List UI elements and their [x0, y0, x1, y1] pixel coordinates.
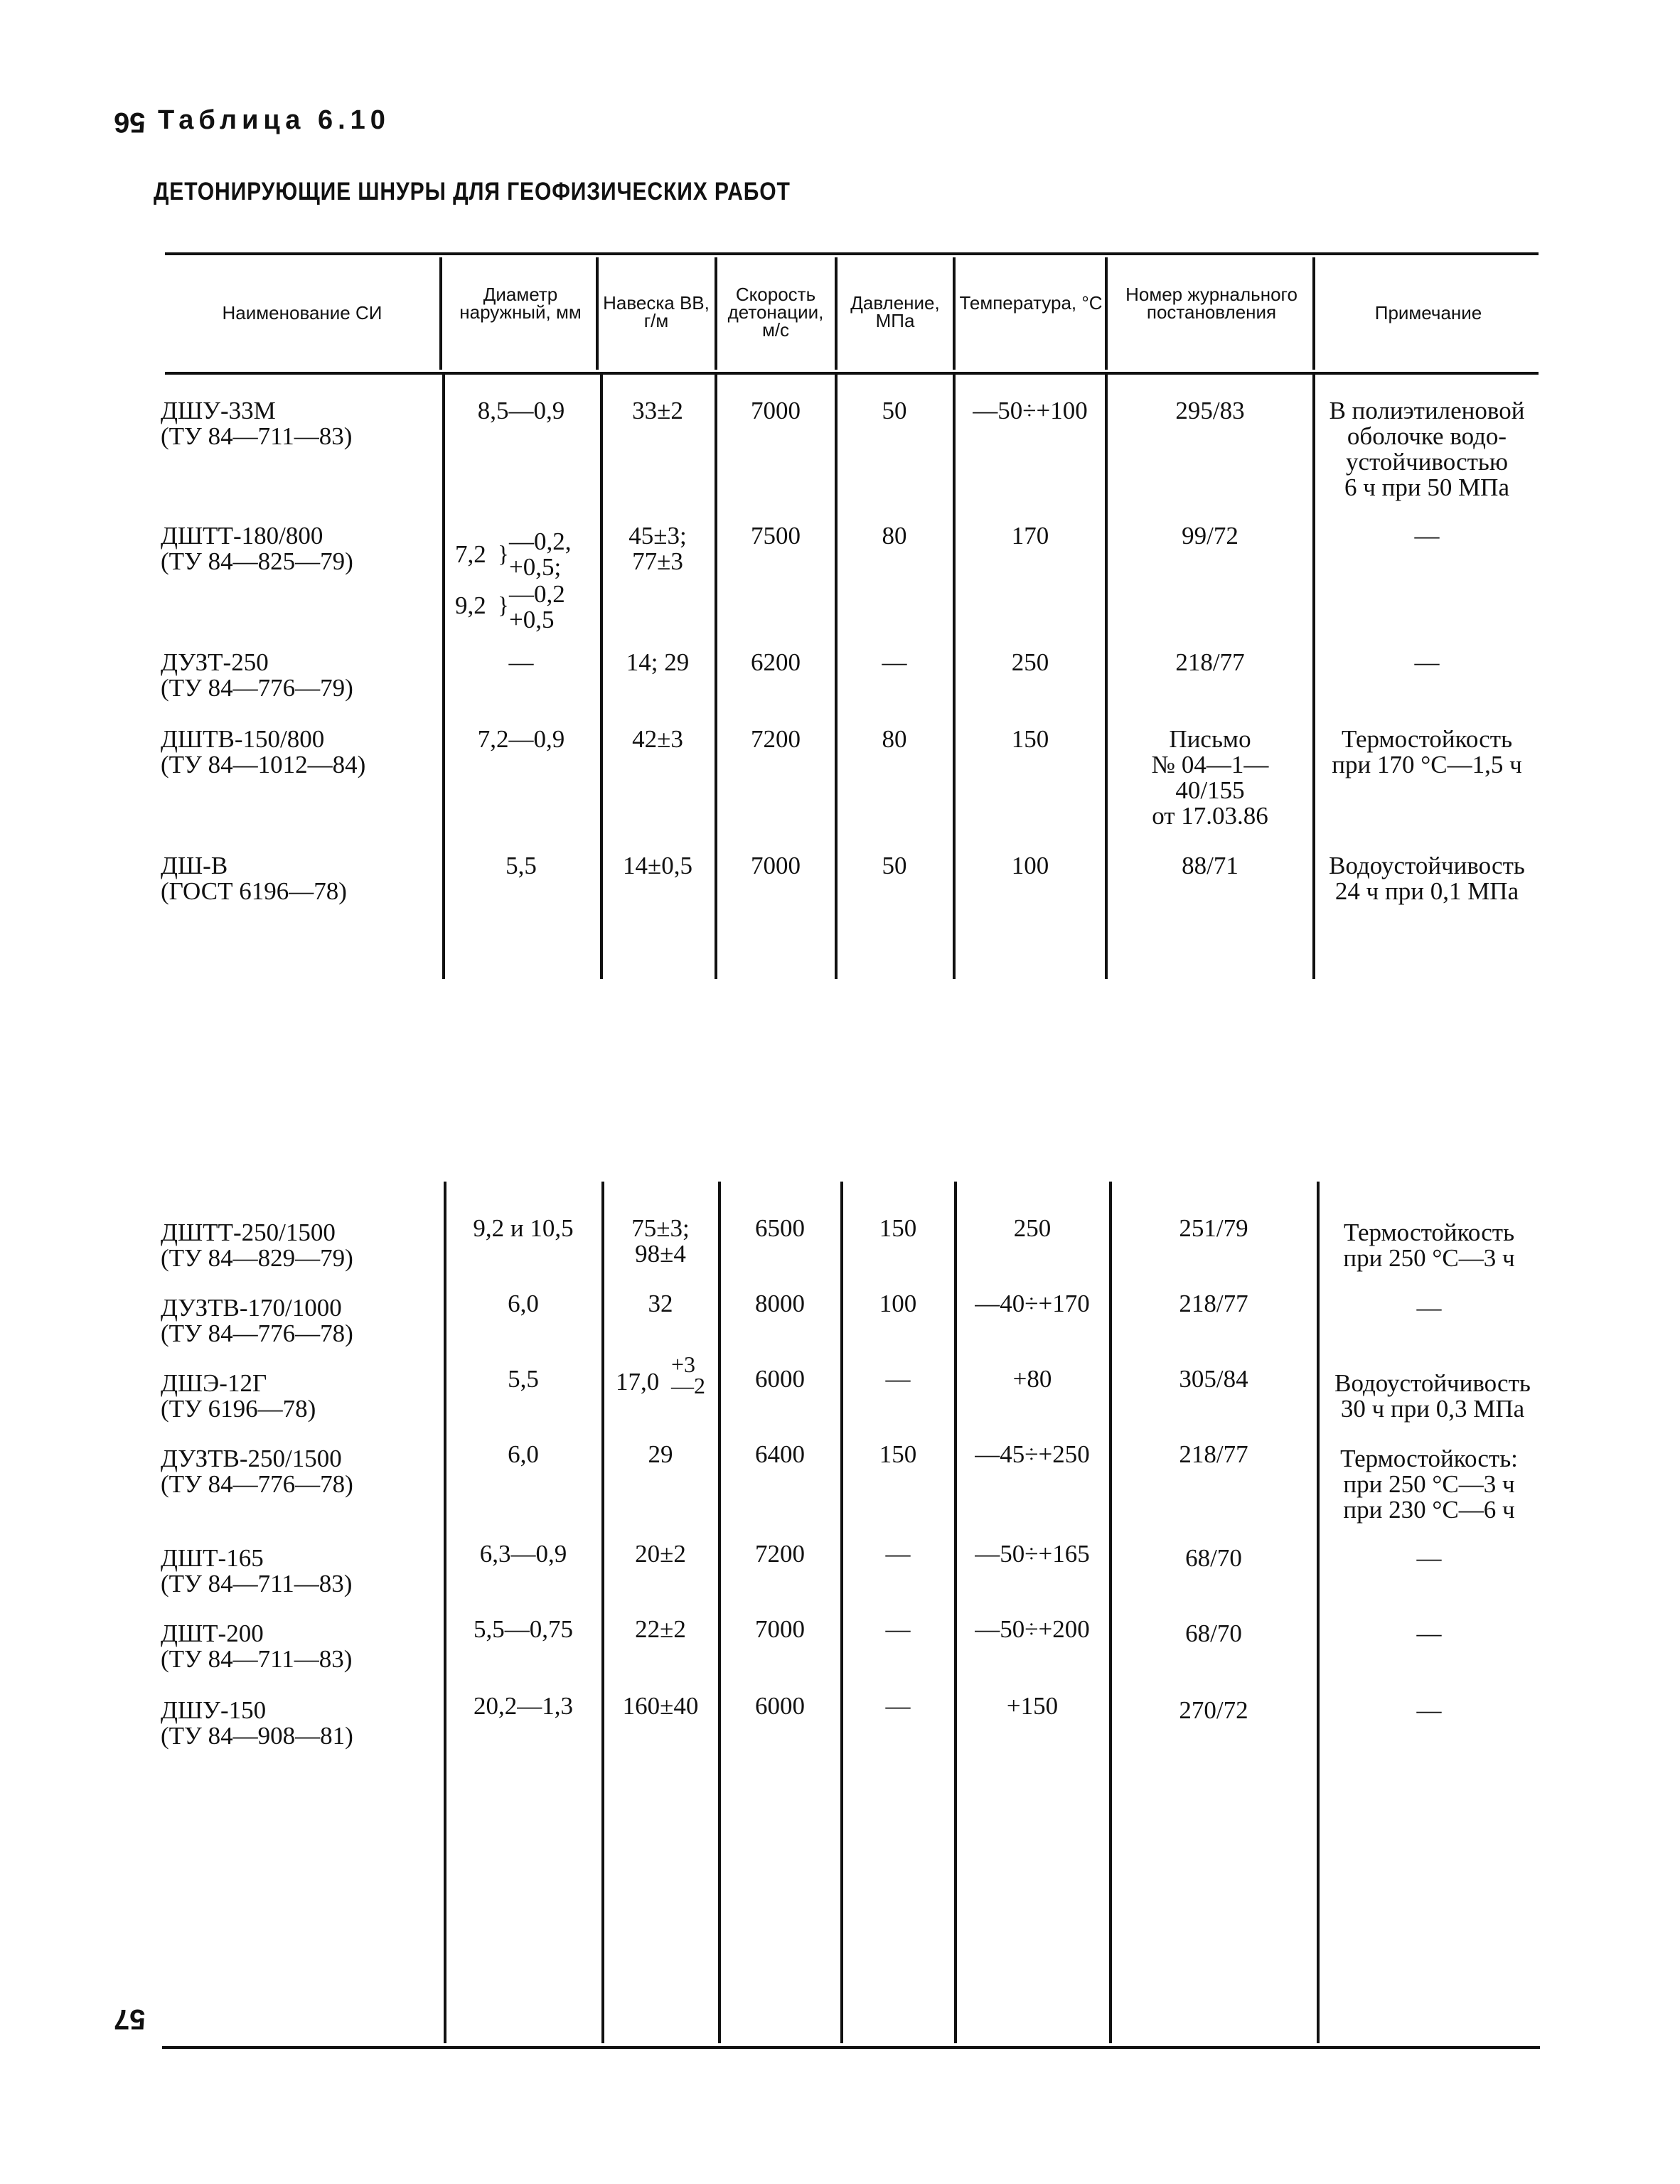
table-number: Таблица 6.10: [158, 105, 390, 135]
cell-number: 270/72: [1179, 1696, 1248, 1724]
table-row-name: ДШЭ-12Г (ТУ 6196—78): [161, 1369, 316, 1423]
cell-diameter: 6,3—0,9: [479, 1540, 567, 1568]
cell-pressure: —: [885, 1692, 911, 1720]
table-row-name: ДШТВ-150/800 (ТУ 84—1012—84): [161, 725, 366, 778]
cell-note: —: [1416, 1620, 1442, 1647]
header-diameter: Диаметр наружный, мм: [459, 284, 582, 323]
table-row-name: ДШТТ-250/1500 (ТУ 84—829—79): [161, 1219, 353, 1272]
cell-note: —: [1416, 1544, 1442, 1572]
cell-pressure: —: [885, 1540, 911, 1568]
column-divider: [953, 375, 956, 979]
cell-diameter: 9,2 и 10,5: [473, 1214, 574, 1242]
header-name: Наименование СИ: [222, 302, 382, 323]
cell-speed: 6500: [755, 1214, 805, 1242]
header-divider: [835, 257, 838, 370]
cell-charge: 33±2: [632, 397, 683, 424]
cell-number: 251/79: [1179, 1214, 1248, 1242]
cell-diameter-b: 9,2: [455, 592, 486, 619]
cell-pressure: 80: [882, 522, 907, 550]
header-bottom-rule: [165, 372, 1539, 375]
cell-speed: 7000: [755, 1615, 805, 1643]
cell-charge: 14±0,5: [623, 852, 692, 879]
column-divider: [1312, 375, 1315, 979]
cell-note: —: [1416, 1294, 1442, 1322]
cell-speed: 6000: [755, 1365, 805, 1393]
cell-note: —: [1416, 1696, 1442, 1724]
cell-charge: 14; 29: [626, 648, 690, 676]
cell-charge: 22±2: [635, 1615, 686, 1643]
cell-temperature: +80: [1012, 1365, 1052, 1393]
cell-note: Термостойкость при 250 °С—3 ч: [1343, 1219, 1515, 1272]
header-pressure: Давление, МПа: [850, 292, 940, 331]
cell-note: Термостойкость при 170 °С—1,5 ч: [1332, 725, 1522, 778]
cell-pressure: 150: [879, 1214, 917, 1242]
cell-number: 295/83: [1175, 397, 1245, 424]
cell-note: В полиэтиленовой оболочке водо- устойчивостью 6 ч при 50 МПа: [1329, 397, 1525, 501]
cell-pressure: 50: [882, 397, 907, 424]
table-row-name: ДШУ-150 (ТУ 84—908—81): [161, 1696, 353, 1750]
cell-diameter: 5,5—0,75: [473, 1615, 573, 1643]
cell-temperature: 250: [1013, 1214, 1052, 1242]
cell-charge: 42±3: [632, 725, 683, 753]
column-divider: [1105, 375, 1108, 979]
cell-temperature: —50÷+100: [973, 397, 1088, 424]
cell-note: —: [1414, 522, 1440, 550]
cell-temperature: —50÷+200: [975, 1615, 1090, 1643]
cell-number: 218/77: [1179, 1290, 1248, 1317]
table-row-name: ДШУ-33М (ТУ 84—711—83): [161, 397, 353, 450]
cell-temperature: 170: [1011, 522, 1049, 550]
cell-pressure: —: [885, 1615, 911, 1643]
column-divider: [715, 375, 717, 979]
header-speed: Скорость детонации, м/с: [727, 284, 824, 341]
cell-diameter-a: 7,2: [455, 540, 486, 568]
cell-speed: 7200: [751, 725, 801, 753]
cell-speed: 7000: [751, 397, 801, 424]
table-row-name: ДШТТ-180/800 (ТУ 84—825—79): [161, 522, 353, 575]
column-divider: [835, 375, 838, 979]
cell-speed: 6200: [751, 648, 801, 676]
cell-pressure: 50: [882, 852, 907, 879]
brace-icon: }: [498, 593, 509, 619]
cell-diameter: —: [508, 648, 534, 676]
cell-note: Водоустойчивость 24 ч при 0,1 МПа: [1329, 852, 1525, 905]
table-row-name: ДШТ-165 (ТУ 84—711—83): [161, 1544, 353, 1597]
cell-diameter: 8,5—0,9: [477, 397, 565, 424]
cell-pressure: 100: [879, 1290, 917, 1317]
top-page-number: 56: [114, 107, 146, 138]
cell-number: 218/77: [1175, 648, 1245, 676]
cell-speed: 7000: [751, 852, 801, 879]
cell-speed: 8000: [755, 1290, 805, 1317]
table-bottom-rule: [162, 2046, 1540, 2049]
cell-pressure: —: [882, 648, 907, 676]
cell-charge: 29: [648, 1440, 673, 1468]
cell-temperature: 250: [1011, 648, 1049, 676]
cell-note: —: [1414, 648, 1440, 676]
cell-charge: 160±40: [622, 1692, 699, 1720]
cell-number: 68/70: [1185, 1544, 1242, 1572]
column-divider: [600, 375, 603, 979]
cell-diameter-b-tolerance: —0,2 +0,5: [509, 580, 565, 633]
header-temperature: Температура, °C: [959, 292, 1103, 314]
cell-note: Термостойкость: при 250 °С—3 ч при 230 °С—6 ч: [1340, 1445, 1518, 1524]
cell-diameter-a-tolerance: —0,2, +0,5;: [509, 528, 572, 581]
brace-icon: }: [498, 542, 509, 567]
header-charge: Навеска ВВ, г/м: [603, 292, 710, 331]
cell-pressure: 150: [879, 1440, 917, 1468]
header-divider: [1105, 257, 1108, 370]
table-row-name: ДУЗТВ-170/1000 (ТУ 84—776—78): [161, 1294, 353, 1347]
table-row-name: ДШ-В (ГОСТ 6196—78): [161, 852, 347, 905]
cell-temperature: 100: [1011, 852, 1049, 879]
cell-charge-tolerance: +3 —2: [671, 1351, 705, 1398]
cell-temperature: —50÷+165: [975, 1540, 1090, 1568]
cell-temperature: —40÷+170: [975, 1290, 1090, 1317]
cell-speed: 7500: [751, 522, 801, 550]
cell-charge: 32: [648, 1290, 673, 1317]
table-row-name: ДШТ-200 (ТУ 84—711—83): [161, 1620, 353, 1673]
cell-diameter: 7,2—0,9: [477, 725, 565, 753]
cell-temperature: —45÷+250: [975, 1440, 1090, 1468]
bottom-page-number: 57: [114, 2003, 146, 2035]
header-divider: [953, 257, 956, 370]
header-divider: [596, 257, 599, 370]
column-divider: [442, 375, 445, 979]
header-note: Примечание: [1374, 302, 1482, 323]
cell-charge: 45±3; 77±3: [628, 522, 687, 575]
cell-number: 218/77: [1179, 1440, 1248, 1468]
cell-temperature: 150: [1011, 725, 1049, 753]
cell-speed: 6400: [755, 1440, 805, 1468]
cell-diameter: 20,2—1,3: [473, 1692, 573, 1720]
cell-pressure: —: [885, 1365, 911, 1393]
cell-speed: 6000: [755, 1692, 805, 1720]
cell-diameter: 5,5: [508, 1365, 539, 1393]
table-top-rule: [165, 252, 1539, 255]
header-divider: [439, 257, 442, 370]
cell-speed: 7200: [755, 1540, 805, 1568]
cell-diameter: 6,0: [508, 1290, 539, 1317]
cell-diameter: 5,5: [505, 852, 537, 879]
cell-number: 305/84: [1179, 1365, 1248, 1393]
cell-number: 88/71: [1182, 852, 1238, 879]
cell-diameter: 6,0: [508, 1440, 539, 1468]
cell-charge: 20±2: [635, 1540, 686, 1568]
cell-charge-base: 17,0: [616, 1368, 660, 1396]
cell-pressure: 80: [882, 725, 907, 753]
cell-number: 68/70: [1185, 1620, 1242, 1647]
header-number: Номер журнального постановления: [1125, 284, 1298, 323]
cell-temperature: +150: [1006, 1692, 1059, 1720]
table-row-name: ДУЗТ-250 (ТУ 84—776—79): [161, 648, 353, 702]
cell-charge: 75±3; 98±4: [631, 1214, 690, 1268]
cell-number: 99/72: [1182, 522, 1238, 550]
table-title: ДЕТОНИРУЮЩИЕ ШНУРЫ ДЛЯ ГЕОФИЗИЧЕСКИХ РАБОТ: [154, 178, 791, 205]
table-row-name: ДУЗТВ-250/1500 (ТУ 84—776—78): [161, 1445, 353, 1498]
header-divider: [715, 257, 717, 370]
cell-note: Водоустойчивость 30 ч при 0,3 МПа: [1334, 1369, 1531, 1423]
cell-number: Письмо № 04—1— 40/155 от 17.03.86: [1151, 725, 1269, 830]
header-divider: [1312, 257, 1315, 370]
